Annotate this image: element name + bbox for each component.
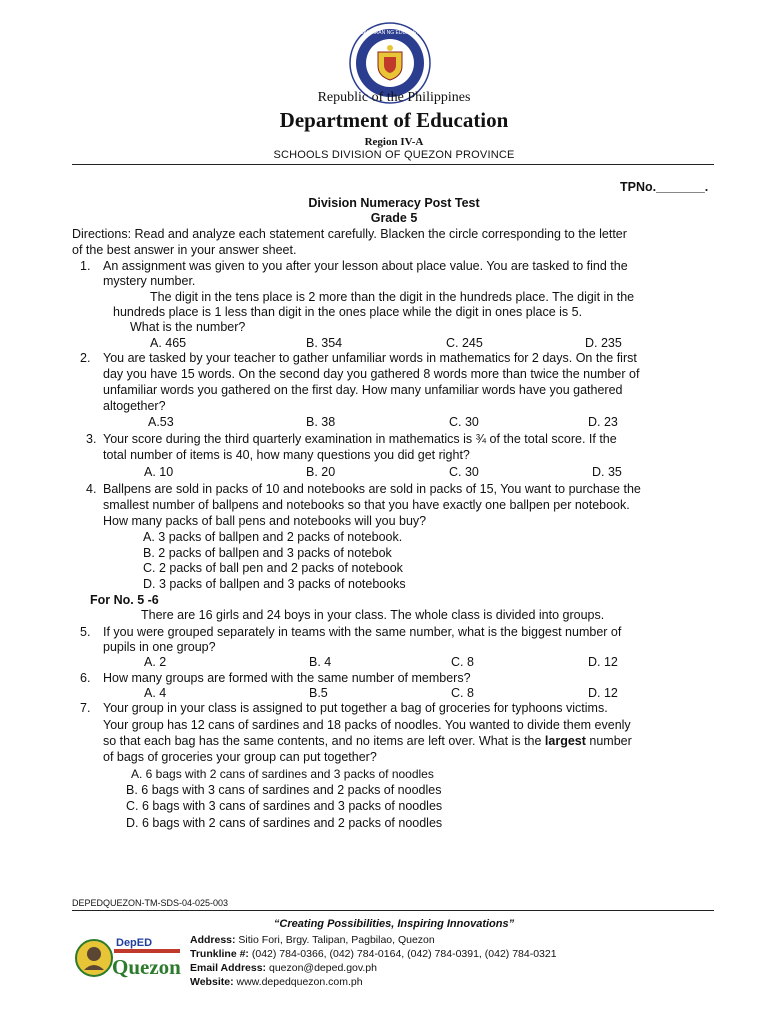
footer-address [190,934,435,946]
q7-emphasis-largest: largest [544,734,586,748]
header-divider [72,164,714,165]
q3-number: 3. [86,432,97,446]
q7-choice-d: D. 6 bags with 2 cans of sardines and 2 packs of noodles [126,816,443,830]
q6-choice-b: B.5 [309,686,328,700]
q6-choice-d: D. 12 [588,686,618,700]
q2-choice-c: C. 30 [449,415,479,429]
q7-line-3-start: so that each bag has the same contents, and no items are left over. What is the [103,734,545,748]
q4-line-2: smallest number of ballpens and notebooks so that you have exactly one ballpen per notebook. [103,498,630,512]
q1-line-1: An assignment was given to you after your lesson about place value. You are tasked to find the [103,259,628,273]
q3-choice-a: A. 10 [144,465,174,479]
deped-quezon-logo [74,928,184,988]
group-context: There are 16 girls and 24 boys in your class. The whole class is divided into groups. [141,608,605,622]
q7-line-3-end: number [585,734,632,748]
email-label: Email Address: [190,962,267,974]
q1-choice-d: D. 235 [585,336,622,350]
q5-choice-c: C. 8 [451,655,474,669]
group-label: For No. 5 -6 [90,593,159,607]
q7-line-4: of bags of groceries your group can put together? [103,750,377,764]
q7-line-3 [103,733,632,749]
q2-line-2: day you have 15 words. On the second day you gathered 8 words more than twice the number of [103,367,640,381]
footer-motto: “Creating Possibilities, Inspiring Innovations” [273,918,515,930]
q1-line-4: hundreds place is 1 less than digit in the ones place while the digit in ones place is 5. [113,305,583,319]
footer-trunkline [190,948,557,960]
q6-choice-c: C. 8 [451,686,474,700]
q2-choice-d: D. 23 [588,415,618,429]
q1-line-5: What is the number? [130,320,246,334]
q1-choice-b: B. 354 [306,336,343,350]
republic-line: Republic of the Philippines [317,90,471,105]
directions-line-2: of the best answer in your answer sheet. [72,243,297,257]
logo-deped-text: DepED [116,937,153,949]
q6-choice-a: A. 4 [144,686,167,700]
q4-line-3: How many packs of ball pens and notebooks will you buy? [103,514,427,528]
q1-number: 1. [80,259,91,273]
q3-choice-d: D. 35 [592,465,622,479]
q7-choice-c: C. 6 bags with 3 cans of sardines and 3 packs of noodles [126,799,443,813]
q5-choice-a: A. 2 [144,655,167,669]
address-label: Address: [190,934,236,946]
q7-line-1: Your group in your class is assigned to put together a bag of groceries for typhoons victims. [103,701,608,715]
footer-divider [72,910,714,911]
logo-quezon-text: Quezon [112,955,181,979]
region-line: Region IV-A [364,136,424,148]
q4-line-1: Ballpens are sold in packs of 10 and notebooks are sold in packs of 15, You want to purchase the [103,482,641,496]
q5-line-1: If you were grouped separately in teams with the same number, what is the biggest number of [103,625,622,639]
q4-number: 4. [86,482,97,496]
test-title: Division Numeracy Post Test [308,196,480,210]
q2-line-4: altogether? [103,399,166,413]
q4-choice-b: B. 2 packs of ballpen and 3 packs of notebok [143,546,392,560]
q4-choice-d: D. 3 packs of ballpen and 3 packs of notebooks [143,577,406,591]
q7-choice-a: A. 6 bags with 2 cans of sardines and 3 packs of noodles [131,767,434,781]
q1-line-2: mystery number. [103,274,196,288]
trunkline-label: Trunkline #: [190,948,249,960]
q1-line-3: The digit in the tens place is 2 more than the digit in the hundreds place. The digit in the [150,290,635,304]
tp-number: TPNo._______. [620,180,709,194]
q7-number: 7. [80,701,91,715]
q5-number: 5. [80,625,91,639]
q4-choice-c: C. 2 packs of ball pen and 2 packs of notebook [143,561,403,575]
q4-choice-a: A. 3 packs of ballpen and 2 packs of notebook. [143,530,403,544]
q2-choice-a: A.53 [148,415,174,429]
q1-choice-c: C. 245 [446,336,483,350]
footer-website [190,976,363,988]
q3-choice-b: B. 20 [306,465,336,479]
q6-line-1: How many groups are formed with the same number of members? [103,671,471,685]
directions-line-1: Directions: Read and analyze each statement carefully. Blacken the circle corresponding to the letter [72,227,627,241]
trunkline-value: (042) 784-0366, (042) 784-0164, (042) 784-0391, (042) 784-0321 [248,948,557,960]
test-grade: Grade 5 [370,211,418,225]
footer-email [190,962,377,974]
website-value: www.depedquezon.com.ph [233,976,363,988]
q2-number: 2. [80,351,91,365]
address-value: Sitio Fori, Brgy. Talipan, Pagbilao, Quezon [235,934,435,946]
q5-choice-b: B. 4 [309,655,332,669]
q5-choice-d: D. 12 [588,655,618,669]
q1-choice-a: A. 465 [150,336,187,350]
email-value: quezon@deped.gov.ph [266,962,377,974]
division-line: SCHOOLS DIVISION OF QUEZON PROVINCE [273,149,515,161]
q3-line-2: total number of items is 40, how many questions you did get right? [103,448,470,462]
q7-choice-b: B. 6 bags with 3 cans of sardines and 2 packs of noodles [126,783,442,797]
q3-line-1: Your score during the third quarterly examination in mathematics is ¾ of the total score. If the [103,432,617,446]
document-code: DEPEDQUEZON-TM-SDS-04-025-003 [72,898,229,908]
q2-choice-b: B. 38 [306,415,336,429]
q3-choice-c: C. 30 [449,465,479,479]
department-title: Department of Education [279,108,509,132]
q2-line-3: unfamiliar words you gathered on the first day. How many unfamiliar words have you gathered [103,383,623,397]
q5-line-2: pupils in one group? [103,640,216,654]
seal-text: KAGAWARAN NG EDUKASYON [353,30,427,36]
website-label: Website: [190,976,234,988]
q2-line-1: You are tasked by your teacher to gather unfamiliar words in mathematics for 2 days. On the first [103,351,637,365]
q6-number: 6. [80,671,91,685]
q7-line-2: Your group has 12 cans of sardines and 18 packs of noodles. You wanted to divide them evenly [103,718,631,732]
